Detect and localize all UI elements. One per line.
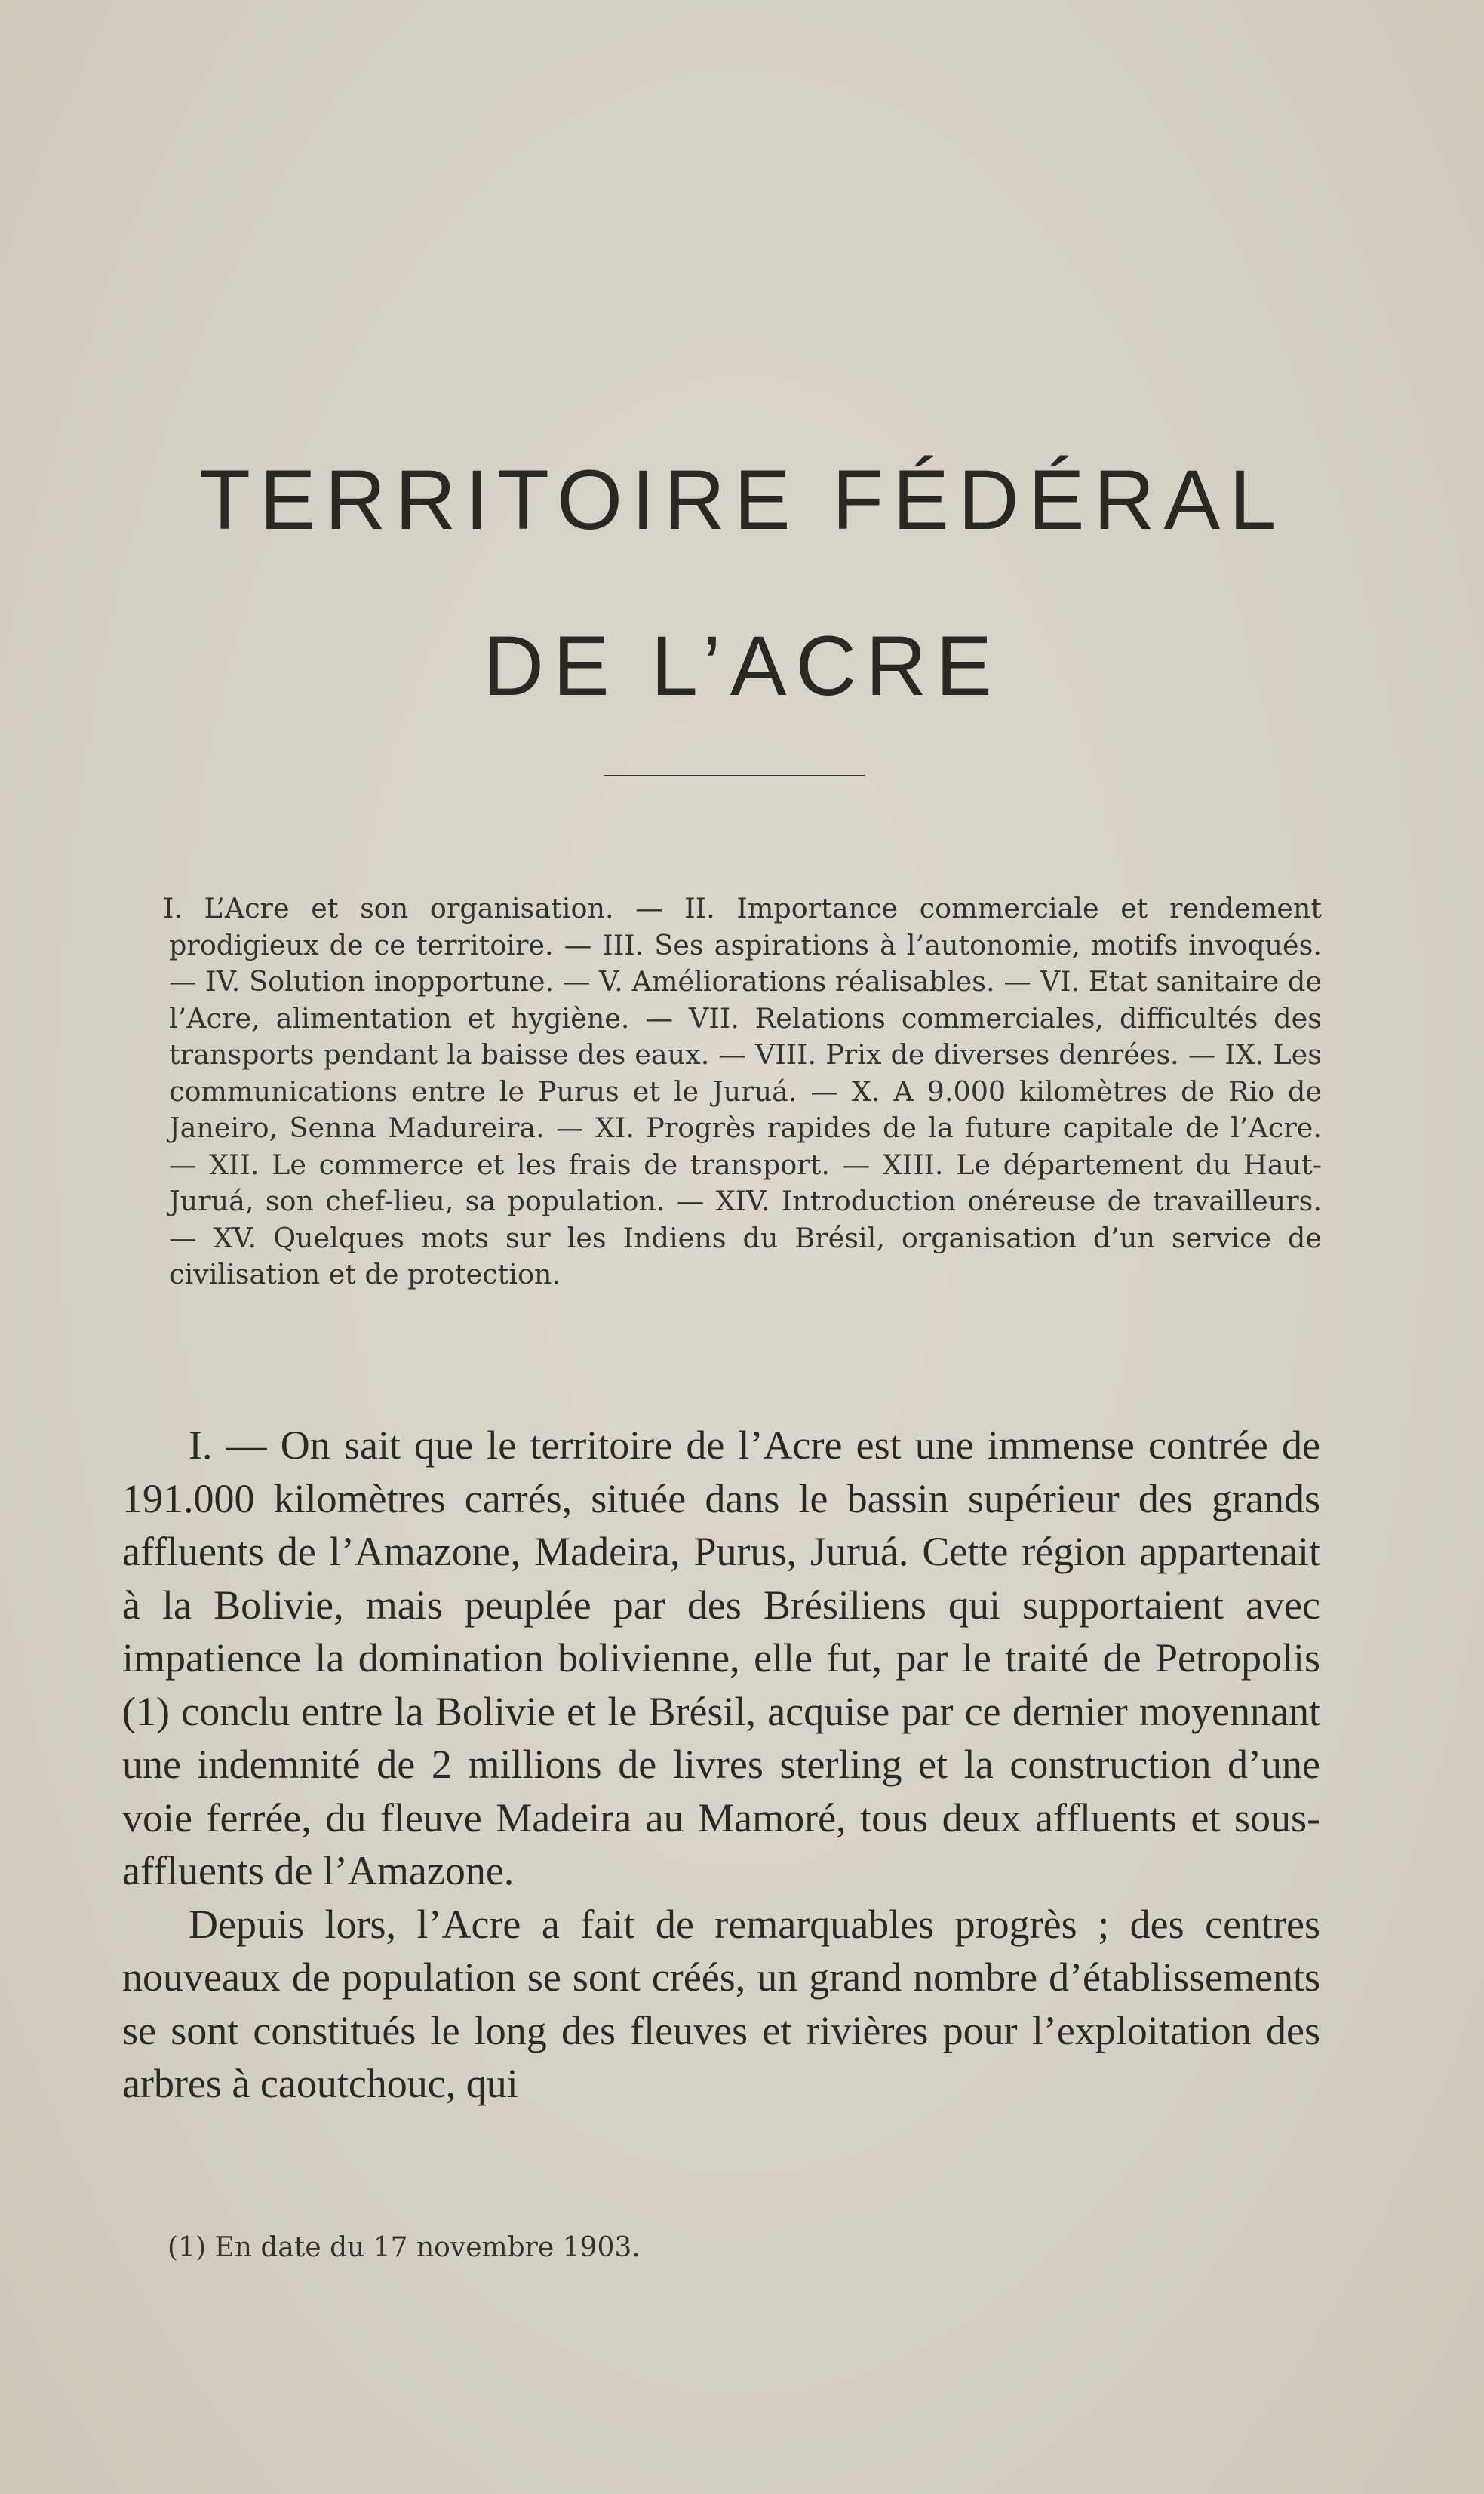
paragraph: Depuis lors, l’Acre a fait de remarquables progrès ; des centres nouveaux de population se sont créés, un grand nombre d’établissements se sont constitués le long des fleuves et rivières pour l’exploitation des arbres à caoutchouc, qui <box>122 1901 1320 2106</box>
body-text <box>122 1419 1320 2111</box>
chapter-summary: I. L’Acre et son organisation. — II. Importance commerciale et rendement prodigieux de ce territoire. — III. Ses aspirations à l’autonomie, motifs invoqués. — IV. Solution inopportune. — V. Améliorations réalisables. — VI. Etat sanitaire de l’Acre, alimentation et hygiène. — VII. Relations commerciales, difficultés des transports pendant la baisse des eaux. — VIII. Prix de diverses denrées. — IX. Les communications entre le Purus et le Juruá. — X. A 9.000 kilomètres de Rio de Janeiro, Senna Madureira. — XI. Progrès rapides de la future capitale de l’Acre. — XII. Le commerce et les frais de transport. — XIII. Le département du Haut-Juruá, son chef-lieu, sa population. — XIV. Introduction onéreuse de travailleurs. — XV. Quelques mots sur les Indiens du Brésil, organisation d’un service de civilisation et de protection. <box>163 892 1322 1290</box>
title-divider <box>604 775 865 776</box>
title-line-1: TERRITOIRE FÉDÉRAL <box>198 453 1286 547</box>
title-line-2: DE L’ACRE <box>483 619 1001 713</box>
footnote: (1) En date du 17 novembre 1903. <box>167 2232 641 2263</box>
paragraph: I. — On sait que le territoire de l’Acre est une immense contrée de 191.000 kilomètres carrés, située dans le bassin supérieur des grands affluents de l’Amazone, Madeira, Purus, Juruá. Cette région appartenait à la Bolivie, mais peuplée par des Brésiliens qui supportaient avec impatience la domination bolivienne, elle fut, par le traité de Petropolis (1) conclu entre la Bolivie et le Brésil, acquise par ce dernier moyennant une indemnité de 2 millions de livres sterling et la construction d’une voie ferrée, du fleuve Madeira au Mamoré, tous deux affluents et sous-affluents de l’Amazone. <box>122 1422 1320 1893</box>
